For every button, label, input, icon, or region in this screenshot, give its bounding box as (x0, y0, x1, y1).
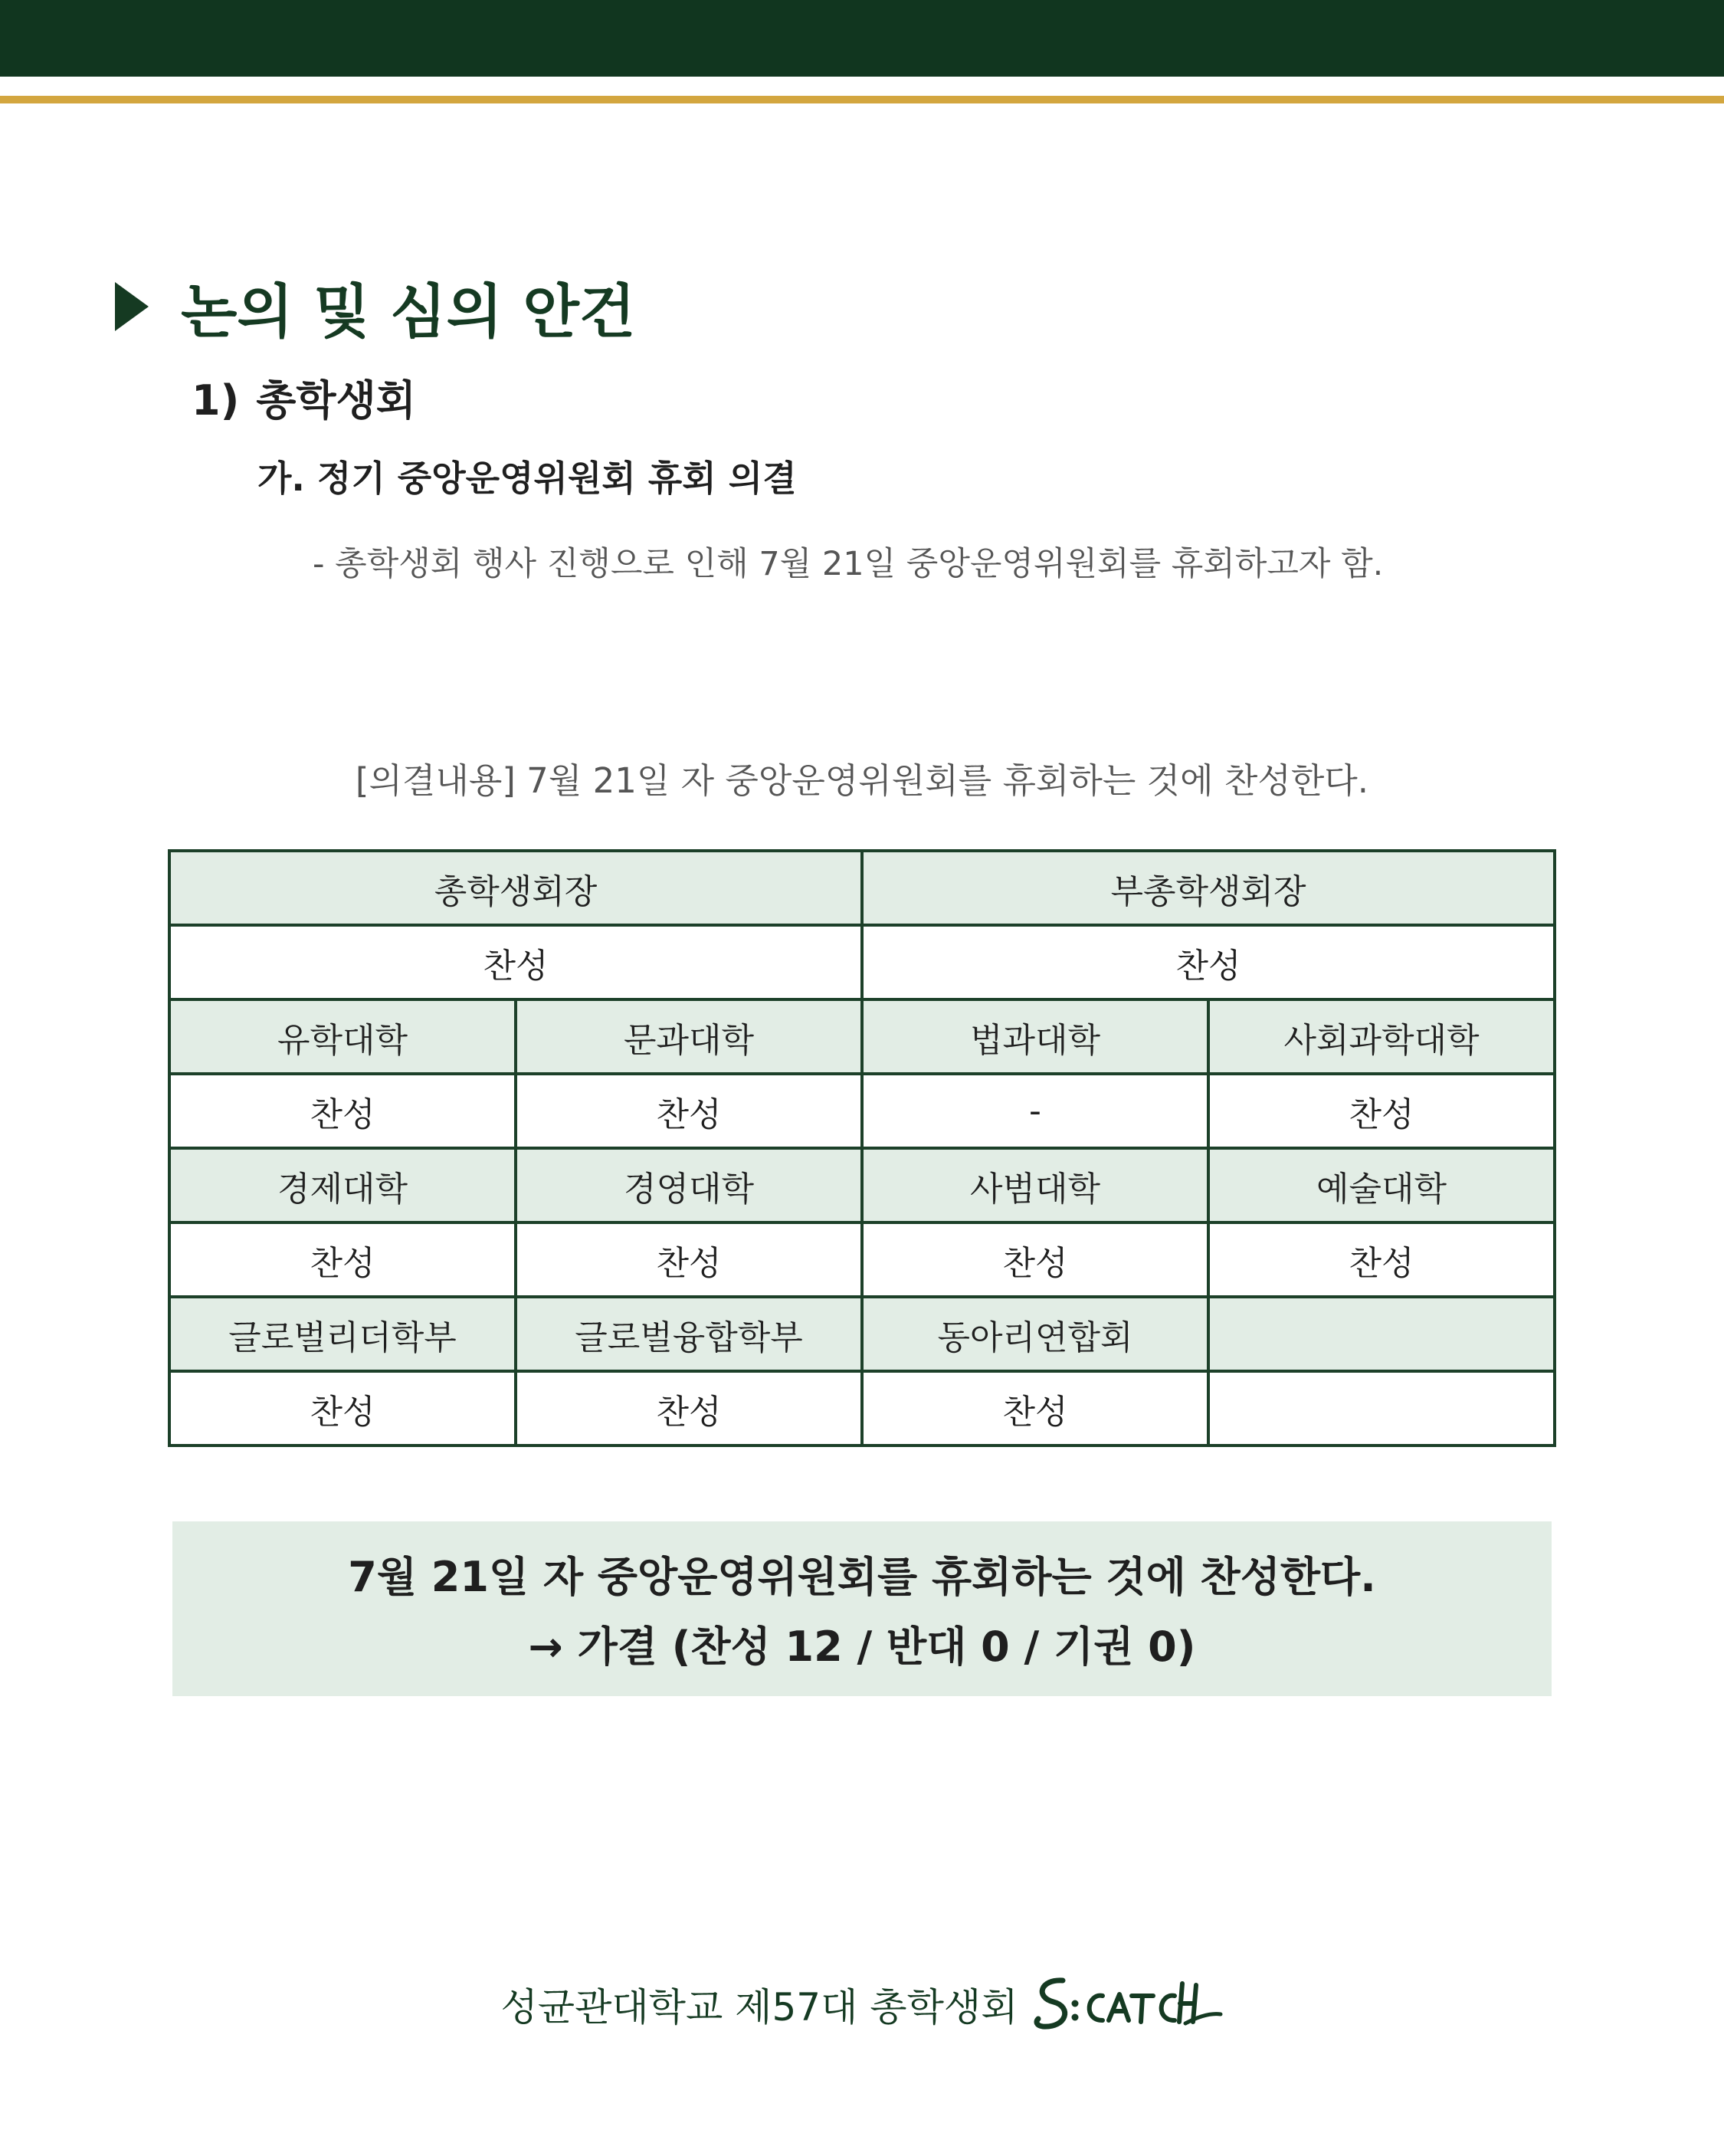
college-vote-cell: - (862, 1074, 1208, 1148)
subsection-number: 1) (192, 376, 240, 425)
vote-table (168, 849, 1556, 1447)
triangle-right-icon (115, 282, 149, 331)
college-name-cell: 문과대학 (516, 999, 862, 1074)
table-row (169, 1148, 1555, 1222)
leader-name-cell: 부총학생회장 (862, 851, 1555, 925)
leader-vote-cell: 찬성 (169, 925, 862, 999)
college-vote-cell: 찬성 (1208, 1222, 1555, 1297)
college-name-cell: 글로벌리더학부 (169, 1297, 516, 1371)
college-vote-cell: 찬성 (169, 1371, 516, 1446)
section-heading (115, 264, 635, 349)
leader-vote-cell: 찬성 (862, 925, 1555, 999)
college-name-cell: 유학대학 (169, 999, 516, 1074)
arrow-right-icon: → (528, 1623, 563, 1671)
college-vote-cell: 찬성 (516, 1222, 862, 1297)
college-name-cell (1208, 1297, 1555, 1371)
result-statement: 7월 21일 자 중앙운영위원회를 휴회하는 것에 찬성한다. (348, 1553, 1376, 1601)
table-row (169, 1074, 1555, 1148)
college-vote-cell: 찬성 (862, 1371, 1208, 1446)
college-name-cell: 사회과학대학 (1208, 999, 1555, 1074)
gold-accent-line (0, 96, 1724, 103)
college-vote-cell: 찬성 (516, 1074, 862, 1148)
college-name-cell: 법과대학 (862, 999, 1208, 1074)
result-verdict-line (529, 1614, 1196, 1673)
college-name-cell: 예술대학 (1208, 1148, 1555, 1222)
resolution-text: [의결내용] 7월 21일 자 중앙운영위원회를 휴회하는 것에 찬성한다. (355, 760, 1369, 801)
college-vote-cell: 찬성 (516, 1371, 862, 1446)
result-box (172, 1521, 1552, 1696)
agenda-detail: - 총학생회 행사 진행으로 인해 7월 21일 중앙운영위원회를 휴회하고자 함. (313, 545, 1384, 583)
agenda-title: 가. 정기 중앙운영위원회 휴회 의결 (257, 458, 797, 499)
footer-text: 성균관대학교 제57대 총학생회 (500, 1985, 1018, 2030)
leader-name-cell: 총학생회장 (169, 851, 862, 925)
table-row (169, 1297, 1555, 1371)
footer (0, 1966, 1724, 2043)
table-row (169, 999, 1555, 1074)
top-header-bar (0, 0, 1724, 77)
college-name-cell: 경제대학 (169, 1148, 516, 1222)
section-title: 논의 및 심의 안건 (181, 277, 636, 346)
college-vote-cell: 찬성 (862, 1222, 1208, 1297)
table-row (169, 1222, 1555, 1297)
subsection-title: 총학생회 (256, 376, 416, 425)
college-vote-cell: 찬성 (169, 1222, 516, 1297)
table-row (169, 1371, 1555, 1446)
table-row (169, 851, 1555, 925)
college-name-cell: 사범대학 (862, 1148, 1208, 1222)
college-name-cell: 글로벌융합학부 (516, 1297, 862, 1371)
college-vote-cell: 찬성 (169, 1074, 516, 1148)
result-verdict: 가결 (577, 1623, 657, 1671)
table-row (169, 925, 1555, 999)
college-vote-cell (1208, 1371, 1555, 1446)
college-vote-cell: 찬성 (1208, 1074, 1555, 1148)
college-name-cell: 동아리연합회 (862, 1297, 1208, 1371)
college-name-cell: 경영대학 (516, 1148, 862, 1222)
scatch-logo-icon (1032, 1970, 1224, 2039)
subsection-heading (192, 368, 416, 427)
result-tally: (찬성 12 / 반대 0 / 기권 0) (671, 1623, 1196, 1671)
